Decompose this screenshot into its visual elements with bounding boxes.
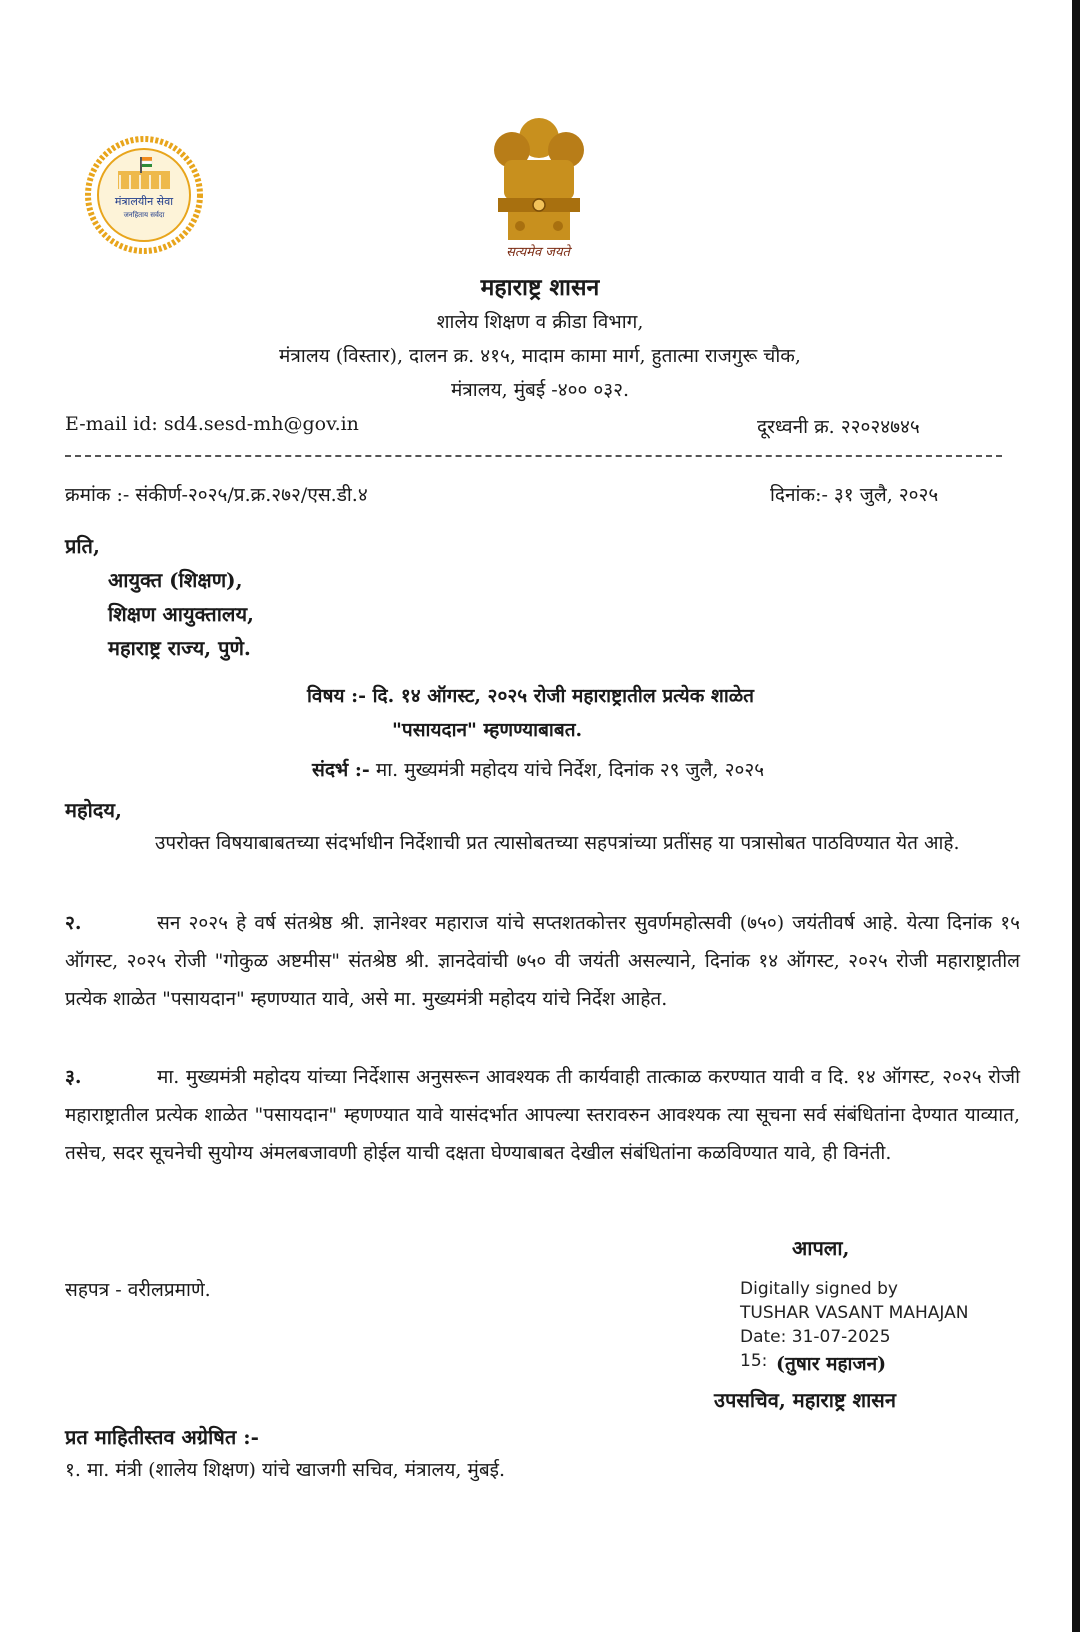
recipient-line: आयुक्त (शिक्षण), bbox=[108, 568, 243, 592]
enclosure-note: सहपत्र - वरीलप्रमाणे. bbox=[65, 1279, 211, 1301]
digital-signature-line: Date: 31-07-2025 bbox=[740, 1327, 891, 1347]
digital-signature-line: TUSHAR VASANT MAHAJAN bbox=[740, 1303, 969, 1323]
digital-signature-line: Digitally signed by bbox=[740, 1279, 898, 1299]
salutation: महोदय, bbox=[65, 798, 122, 822]
signer-name: (तुषार महाजन) bbox=[776, 1353, 887, 1375]
address-line-2: मंत्रालय, मुंबई -४०० ०३२. bbox=[450, 379, 630, 401]
reference-label: संदर्भ :- bbox=[312, 759, 370, 781]
subject-line-1: विषय :- दि. १४ ऑगस्ट, २०२५ रोजी महाराष्ट्रातील प्रत्येक शाळेत bbox=[307, 685, 755, 707]
reference-line bbox=[312, 756, 764, 782]
paragraph-3 bbox=[65, 1058, 1020, 1172]
email-id: E-mail id: sd4.sesd-mh@gov.in bbox=[65, 413, 359, 435]
address-line-1: मंत्रालय (विस्तार), दालन क्र. ४१५, मादाम कामा मार्ग, हुतात्मा राजगुरू चौक, bbox=[279, 345, 801, 367]
paragraph-1: उपरोक्त विषयाबाबतच्या संदर्भाधीन निर्देशाची प्रत त्यासोबतच्या सहपत्रांच्या प्रतींसह या पत्रासोबत पाठविण्यात येत आहे. bbox=[155, 832, 960, 854]
paragraph-number: ३. bbox=[65, 1066, 82, 1088]
svg-text:मंत्रालयीन सेवा: मंत्रालयीन सेवा bbox=[114, 195, 174, 208]
closing-yours: आपला, bbox=[792, 1236, 850, 1260]
letter-date: दिनांक:- ३१ जुलै, २०२५ bbox=[770, 484, 939, 506]
reference-number: क्रमांक :- संकीर्ण-२०२५/प्र.क्र.२७२/एस.डी.४ bbox=[65, 484, 368, 506]
ashoka-emblem-icon bbox=[480, 110, 598, 260]
department-name: शालेय शिक्षण व क्रीडा विभाग, bbox=[436, 311, 644, 333]
mantralay-seal-icon bbox=[68, 135, 220, 255]
paragraph-number: २. bbox=[65, 912, 82, 934]
paragraph-2 bbox=[65, 904, 1020, 1018]
recipient-line: महाराष्ट्र राज्य, पुणे. bbox=[108, 636, 251, 660]
svg-text:जनहिताय सर्वदा: जनहिताय सर्वदा bbox=[123, 211, 165, 219]
copy-to-item: १. मा. मंत्री (शालेय शिक्षण) यांचे खाजगी सचिव, मंत्रालय, मुंबई. bbox=[65, 1459, 506, 1481]
copy-to-heading: प्रत माहितीस्तव अग्रेषित :- bbox=[65, 1425, 259, 1449]
government-title: महाराष्ट्र शासन bbox=[480, 274, 600, 301]
recipient-to: प्रति, bbox=[65, 534, 100, 558]
digital-signature-line: 15: bbox=[740, 1351, 768, 1371]
dark-edge-strip bbox=[1072, 0, 1080, 1632]
paragraph-text: मा. मुख्यमंत्री महोदय यांच्या निर्देशास अनुसरून आवश्यक ती कार्यवाही तात्काळ करण्यात यावी व दि. १४ ऑगस्ट, २०२५ रोजी महाराष्ट्रातील प्रत्येक शाळेत "पसायदान" म्हणण्यात यावे यासंदर्भात आपल्या स्तरावरुन आवश्यक त्या सूचना सर्व संबंधितांना देण्यात याव्यात, तसेच, सदर सूचनेची सुयोग्य अंमलबजावणी होईल याची दक्षता घेण्याबाबत देखील संबंधितांना कळविण्यात यावे, ही विनंती. bbox=[65, 1066, 1020, 1164]
reference-text: मा. मुख्यमंत्री महोदय यांचे निर्देश, दिनांक २९ जुलै, २०२५ bbox=[369, 759, 765, 781]
signer-designation: उपसचिव, महाराष्ट्र शासन bbox=[714, 1388, 896, 1412]
phone-number: दूरध्वनी क्र. २२०२४७४५ bbox=[757, 416, 920, 438]
dashed-divider bbox=[65, 455, 1002, 457]
emblem-motto: सत्यमेव जयते bbox=[506, 245, 570, 260]
paragraph-text: सन २०२५ हे वर्ष संतश्रेष्ठ श्री. ज्ञानेश्वर महाराज यांचे सप्तशतकोत्तर सुवर्णमहोत्सवी (७५०) जयंतीवर्ष आहे. येत्या दिनांक १५ ऑगस्ट, २०२५ रोजी "गोकुळ अष्टमीस" संतश्रेष्ठ श्री. ज्ञानदेवांची ७५० वी जयंती असल्याने, दिनांक १४ ऑगस्ट, २०२५ रोजी महाराष्ट्रातील प्रत्येक शाळेत "पसायदान" म्हणण्यात यावे, असे मा. मुख्यमंत्री महोदय यांचे निर्देश आहेत. bbox=[65, 912, 1020, 1010]
recipient-line: शिक्षण आयुक्तालय, bbox=[108, 602, 255, 626]
subject-line-2: "पसायदान" म्हणण्याबाबत. bbox=[392, 719, 583, 741]
